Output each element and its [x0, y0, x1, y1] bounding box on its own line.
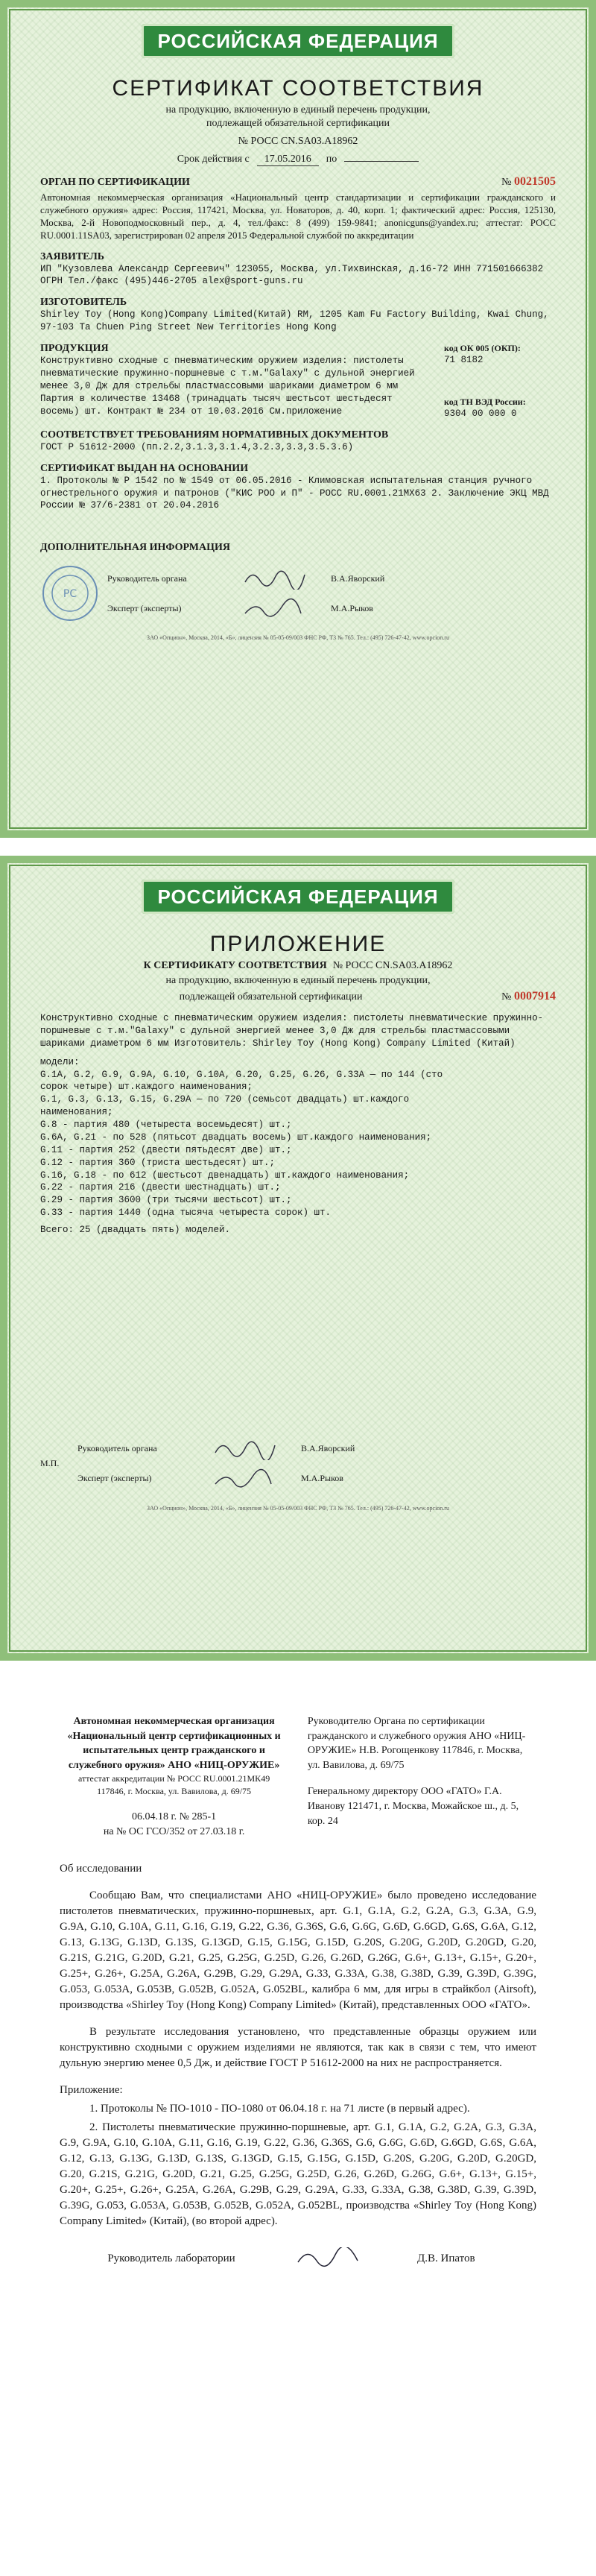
validity-to: [344, 161, 419, 162]
letter-para-2: В результате исследования установлено, что представленные образцы оружием или конструктивно сходными с оружием изделиями не являются, так как в связи с тем, что имеют дульную энергию менее 0,5 Дж, и действие ГОСТ Р 51612-2000 на них не распространяется.: [60, 2026, 536, 2070]
head-name: В.А.Яворский: [331, 572, 385, 584]
subtitle-line-2: подлежащей обязательной сертификации: [179, 991, 363, 1003]
registration-number: № РОСС CN.SA03.A18962: [238, 136, 358, 147]
tnved-label: код ТН ВЭД России:: [444, 396, 526, 407]
model-line: G.6A, G.21 - по 528 (пятьсот двадцать восемь) шт.каждого наименования;: [40, 1131, 432, 1143]
product-block: [40, 343, 556, 420]
model-line: сорок четыре) шт.каждого наименования;: [40, 1082, 253, 1093]
models-total: Всего: 25 (двадцать пять) моделей.: [40, 1225, 231, 1235]
serial-number: 0007914: [514, 990, 556, 1003]
appendix-item-1: 1. Протоколы № ПО-1010 - ПО-1080 от 06.04.18 г. на 71 листе (в первый адрес).: [89, 2103, 470, 2115]
subtitle-serial-row: [40, 990, 556, 1003]
additional-info-block: [40, 542, 556, 554]
serial-label: №: [501, 991, 512, 1003]
model-line: G.29 - партия 3600 (три тысячи шестьсот) шт.;: [40, 1195, 292, 1206]
letter-recipients: [308, 1714, 536, 1839]
head-label: Руководитель органа: [107, 572, 187, 584]
appendix-body: Конструктивно сходные с пневматическим оружием изделия: пистолеты пневматические пружинно-поршневые с т.м."Galaxy" с дульной энергией менее 3,0 Дж для стрельбы пластмассовыми шариками диаметром 6 мм Изготовитель: Shirley Toy (Hong Kong) Company Limited (Китай): [40, 1013, 544, 1049]
letter-date: 06.04.18 г. № 285-1: [132, 1811, 217, 1822]
country-banner: РОССИЙСКАЯ ФЕДЕРАЦИЯ: [142, 880, 454, 914]
letter-header: [60, 1714, 536, 1839]
org-label: ОРГАН ПО СЕРТИФИКАЦИИ: [40, 177, 190, 188]
requirements-label: СООТВЕТСТВУЕТ ТРЕБОВАНИЯМ НОРМАТИВНЫХ ДОКУМЕНТОВ: [40, 429, 389, 441]
head-signature-row: [107, 567, 556, 590]
org-text: Автономная некоммерческая организация «Национальный центр стандартизации и сертификации гражданского и служебного оружия» адрес: Россия, 117421, Москва, ул. Новаторов, д. 40, корп. 1; фактический адрес: Россия, 125130, Москва, 2-й Новоподмосковный пер., д. 4, тел./факс: 8 (499) 159-9841; anonicguns@yandex.ru; аттестат: РОСС RU.0001.11SA03, зарегистрирован 02 апреля 2015 Федеральной службой по аккредитации: [40, 192, 556, 241]
product-label: ПРОДУКЦИЯ: [40, 343, 109, 355]
model-line: G.8 - партия 480 (четыреста восемьдесят) шт.;: [40, 1120, 292, 1130]
certificate-title: СЕРТИФИКАТ СООТВЕТСТВИЯ: [112, 76, 484, 101]
model-line: G.16, G.18 - по 612 (шестьсот двенадцать) шт.каждого наименования;: [40, 1169, 410, 1181]
model-line: G.33 - партия 1440 (одна тысяча четыреста сорок) шт.: [40, 1208, 332, 1219]
certificate-page: [0, 0, 596, 838]
signature-scribble-icon: [241, 597, 308, 619]
model-line: G.1, G.3, G.13, G.15, G.29A — по 720 (семьсот двадцать) шт.каждого: [40, 1094, 410, 1105]
validity-row: [40, 154, 556, 166]
sender-attest: аттестат аккредитации № РОСС RU.0001.21МК49: [77, 1773, 270, 1784]
sender-org: Автономная некоммерческая организация «Национальный центр сертификационных и испытательных центр гражданского и служебного оружия» АНО «НИЦ-ОРУЖИЕ»: [67, 1716, 281, 1771]
model-line: G.12 - партия 360 (триста шестьдесят) шт.;: [40, 1157, 276, 1168]
head-name: В.А.Яворский: [301, 1443, 355, 1454]
okp-label: код ОК 005 (ОКП):: [444, 343, 521, 354]
signature-scribble-icon: [212, 1468, 279, 1490]
subtitle-line-1: на продукцию, включенную в единый перечень продукции,: [165, 104, 431, 116]
model-line: G.1A, G.2, G.9, G.9A, G.10, G.10A, G.20, G.25, G.26, G.33A — по 144 (сто: [40, 1069, 443, 1080]
serial-number: 0021505: [514, 175, 556, 188]
maker-text: Shirley Toy (Hong Kong)Company Limited(Китай) RM, 1205 Kam Fu Factory Building, Kwai Chung, 97-103 Ta Chuen Ping Street New Territories Hong Kong: [40, 309, 549, 333]
letter-ref: на № ОС ГСО/352 от 27.03.18 г.: [103, 1825, 245, 1837]
model-line: G.11 - партия 252 (двести пятьдесят две) шт.;: [40, 1144, 292, 1155]
appendix-page: [0, 856, 596, 1661]
lab-signature-row: [60, 2247, 536, 2270]
model-line: наименования;: [40, 1107, 113, 1118]
appendix-item-2: 2. Пистолеты пневматические пружинно-поршневые, арт. G.1, G.1A, G.2, G.2A, G.3, G.3A, G.9, G.9A, G.10, G.10A, G.11, G.16, G.19, G.22, G.36, G.36S, G.6, G.6G, G.6D, G.6GD, G.6S, G.6A, G.12, G.13, G.13G, G.13D, G.13S, G.13GD, G.15, G.15G, G.15D, G.20S, G.20G, G.20D, G.20GD, G.20, G.21S, G.21G, G.20D, G.21, G.25, G.25G, G.25D, G.26, G.26D, G.26G, G.6+, G.13+, G.15+, G.20+, G.25+, G.26+, G.25A, G.26A, G.29B, G.29, G.29A, G.33, G.33A, G.38, G.38D, G.39, G.39D, G.39G, G.053, G.053A, G.053B, G.052B, G.052A, G.052BL, производства «Shirley Toy (Hong Kong) Company Limited» (Китай), (во второй адрес).: [60, 2121, 536, 2228]
expert-label: Эксперт (эксперты): [107, 602, 182, 613]
applicant-label: ЗАЯВИТЕЛЬ: [40, 250, 105, 262]
letter-sender: [60, 1714, 288, 1839]
country-banner: РОССИЙСКАЯ ФЕДЕРАЦИЯ: [142, 24, 454, 58]
lab-head-label: Руководитель лаборатории: [107, 2252, 235, 2264]
recipient-2: Генеральному директору ООО «ГАТО» Г.А. Иванову 121471, г. Москва, Можайское ш., д. 5, кор. 24: [307, 1786, 519, 1827]
to-cert-label: К СЕРТИФИКАТУ СООТВЕТСТВИЯ: [143, 960, 327, 971]
lab-head-name: Д.В. Ипатов: [417, 2252, 475, 2264]
serial-label: №: [501, 177, 512, 188]
validity-to-label: по: [326, 154, 337, 165]
appendix-title: ПРИЛОЖЕНИЕ: [209, 932, 387, 956]
head-label: Руководитель органа: [77, 1443, 157, 1454]
codes-column: [444, 343, 556, 420]
model-line: G.22 - партия 216 (двести шестнадцать) шт.;: [40, 1182, 281, 1193]
expert-name: М.А.Рыков: [331, 602, 373, 613]
additional-info-label: ДОПОЛНИТЕЛЬНАЯ ИНФОРМАЦИЯ: [40, 542, 230, 554]
expert-name: М.А.Рыков: [301, 1473, 343, 1484]
expert-signature-row: [77, 1468, 556, 1490]
signature-scribble-icon: [212, 1438, 279, 1460]
recipient-1: Руководителю Органа по сертификации гражданского и служебного оружия АНО «НИЦ-ОРУЖИЕ» Н.В. Рогощенкову 117846, г. Москва, ул. Вавилова, д. 69/75: [307, 1716, 526, 1771]
org-header-row: [40, 175, 556, 189]
seal-icon: [40, 564, 100, 623]
expert-label: Эксперт (эксперты): [77, 1473, 152, 1484]
registration-number: № РОСС CN.SA03.A18962: [332, 960, 453, 971]
requirements-block: [40, 429, 556, 454]
models-label: модели:: [40, 1056, 80, 1067]
letter-subject: Об исследовании: [60, 1863, 142, 1875]
maker-label: ИЗГОТОВИТЕЛЬ: [40, 297, 127, 309]
maker-block: [40, 297, 556, 334]
sender-address: 117846, г. Москва, ул. Вавилова, д. 69/75: [97, 1786, 252, 1797]
signature-area: [40, 560, 556, 627]
requirements-text: ГОСТ Р 51612-2000 (пп.2.2,3.1.3,3.1.4,3.2.3,3.3,3.5.3.6): [40, 441, 354, 452]
issued-text: 1. Протоколы № Р 1542 по № 1549 от 06.05.2016 - Климовская испытательная станция ручного огнестрельного оружия и патронов ("КИС РОО и П" - РОСС RU.0001.21МХ63 2. Заключение ЭКЦ МВД России № 37/6-2381 от 20.04.2016: [40, 475, 549, 511]
letter-page: [0, 1685, 596, 2576]
validity-from: 17.05.2016: [257, 154, 319, 166]
svg-text:РС: РС: [63, 588, 77, 601]
issued-block: [40, 463, 556, 513]
subtitle-line-1: на продукцию, включенную в единый перечень продукции,: [165, 975, 431, 986]
signature-area: [40, 1430, 556, 1497]
product-text: Конструктивно сходные с пневматическим оружием изделия: пистолеты пневматические пружинно-поршневые с т.м."Galaxy" с дульной энергией менее 3,0 Дж для стрельбы пластмассовыми шариками диаметром 6 мм Партия в количестве 13468 (тринадцать тысяч шестьсот шестьдесят восемь) шт. Контракт № 234 от 10.03.2016 См.приложение: [40, 356, 415, 417]
letter-para-1: Сообщаю Вам, что специалистами АНО «НИЦ-ОРУЖИЕ» было проведено исследование пистолетов пневматических, пружинно-поршневых, арт. G.1, G.1A, G.2, G.2A, G.3, G.3A, G.9, G.9A, G.10, G.10A, G.11, G.16, G.19, G.22, G.36, G.36S, G.6, G.6G, G.6D, G.6GD, G.6S, G.6A, G.12, G.13, G.13G, G.13D, G.13S, G.13GD, G.15, G.15G, G.15D, G.20S, G.20G, G.20D, G.20GD, G.20, G.21S, G.21G, G.20D, G.21, G.25, G.25G, G.25D, G.26, G.26D, G.26G, G.6+, G.13+, G.15+, G.20+, G.25+, G.26+, G.25A, G.26A, G.29B, G.29, G.29A, G.33, G.33A, G.38, G.38D, G.39, G.39D, G.39G, G.053, G.053A, G.053B, G.052B, G.052A, G.052BL, калибра 6 мм, для игры в страйкбол (Airsoft), производства «Shirley Toy (Hong Kong) Company Limited» (Китай), представленных ООО «ГАТО».: [60, 1890, 536, 2012]
tnved-code: 9304 00 000 0: [444, 408, 517, 419]
subtitle-line-2: подлежащей обязательной сертификации: [206, 118, 390, 129]
applicant-text: ИП "Кузовлева Александр Сергеевич" 123055, Москва, ул.Тихвинская, д.16-72 ИНН 771501666382 ОГРН Тел./факс (495)446-2705 alex@sport-guns.ru: [40, 263, 544, 287]
validity-label: Срок действия с: [177, 154, 250, 165]
to-cert-row: [40, 960, 556, 972]
print-footer: ЗАО «Опцион», Москва, 2014, «Б», лицензия № 05-05-09/003 ФНС РФ, ТЗ № 765. Тел.: (495) 726-47-42, www.opcion.ru: [147, 1504, 449, 1512]
print-footer: ЗАО «Опцион», Москва, 2014, «Б», лицензия № 05-05-09/003 ФНС РФ, ТЗ № 765. Тел.: (495) 726-47-42, www.opcion.ru: [147, 634, 449, 642]
appendix-label: Приложение:: [60, 2084, 123, 2097]
expert-signature-row: [107, 597, 556, 619]
mp-label: М.П.: [40, 1458, 60, 1469]
issued-label: СЕРТИФИКАТ ВЫДАН НА ОСНОВАНИИ: [40, 462, 249, 474]
signature-scribble-icon: [283, 2247, 372, 2270]
applicant-block: [40, 251, 556, 288]
models-list: [40, 1069, 556, 1220]
head-signature-row: [77, 1438, 556, 1460]
okp-code: 71 8182: [444, 355, 484, 366]
signature-scribble-icon: [241, 567, 308, 590]
